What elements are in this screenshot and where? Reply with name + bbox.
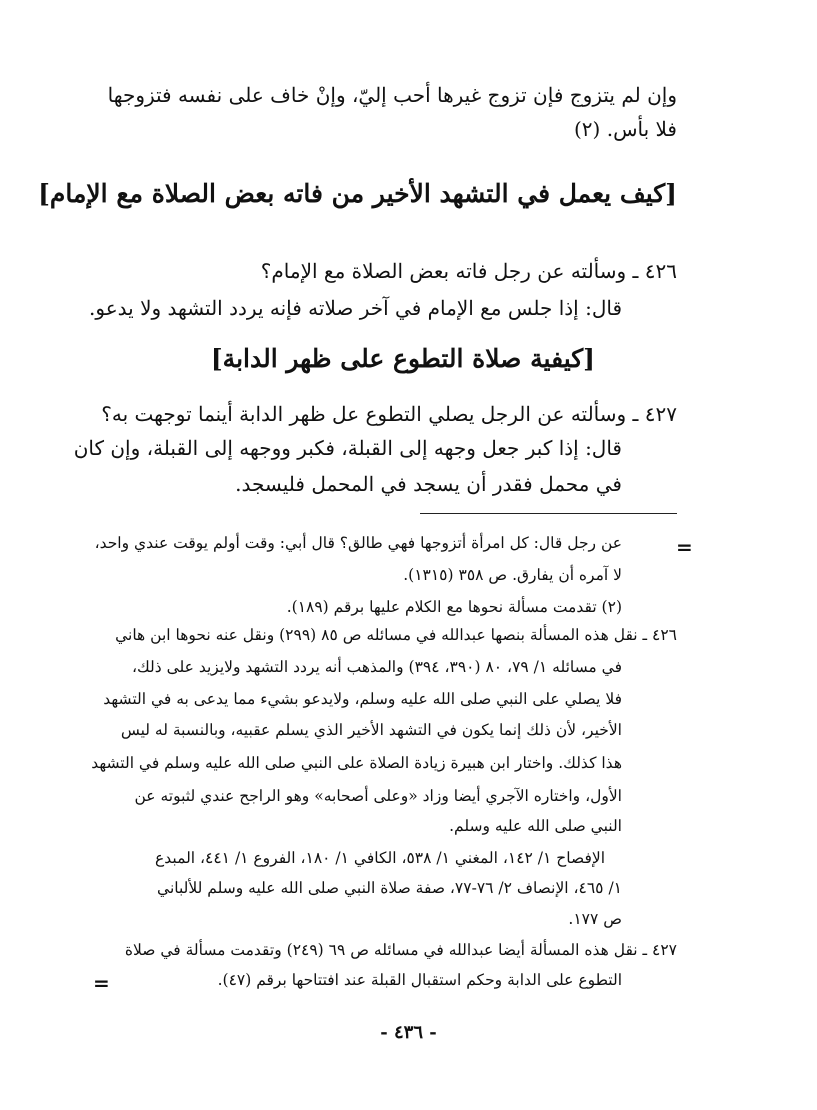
answer-426: قال: إذا جلس مع الإمام في آخر صلاته فإنه يردد التشهد ولا يدعو. (89, 296, 622, 320)
body-line: فلا بأس. (٢) (573, 117, 677, 141)
footnote-line: فلا يصلي على النبي صلى الله عليه وسلم، ولايدعو بشيء مما يدعى به في التشهد (103, 690, 622, 708)
answer-427: قال: إذا كبر جعل وجهه إلى القبلة، فكبر ووجهه إلى القبلة، وإن كان (73, 436, 622, 460)
footnote-references: ١/ ٤٦٥، الإنصاف ٢/ ٧٦-٧٧، صفة صلاة النبي صلى الله عليه وسلم للألباني (157, 879, 622, 897)
section-heading: [كيف يعمل في التشهد الأخير من فاته بعض الصلاة مع الإمام] (38, 179, 677, 208)
footnote-line: النبي صلى الله عليه وسلم. (449, 817, 622, 835)
footnote-references: الإفصاح ١/ ١٤٢، المغني ١/ ٥٣٨، الكافي ١/ ١٨٠، الفروع ١/ ٤٤١، المبدع (155, 849, 605, 867)
section-heading: [كيفية صلاة التطوع على ظهر الدابة] (210, 344, 595, 373)
question-427: ٤٢٧ ـ وسألته عن الرجل يصلي التطوع عل ظهر الدابة أينما توجهت به؟ (101, 402, 677, 426)
footnote-separator (420, 513, 677, 514)
continuation-mark: = (676, 535, 693, 559)
footnote-line: التطوع على الدابة وحكم استقبال القبلة عند افتتاحها برقم (٤٧). (217, 971, 622, 989)
footnote-line: عن رجل قال: كل امرأة أتزوجها فهي طالق؟ قال أبي: وقت أولم يوقت عندي واحد، (94, 534, 622, 552)
footnote-line: لا آمره أن يفارق. ص ٣٥٨ (١٣١٥). (403, 566, 622, 584)
body-line: وإن لم يتزوج فإن تزوج غيرها أحب إليّ، وإنْ خاف على نفسه فتزوجها (107, 83, 677, 107)
footnote-426: ٤٢٦ ـ نقل هذه المسألة بنصها عبدالله في مسائله ص ٨٥ (٢٩٩) ونقل عنه نحوها ابن هاني (115, 626, 677, 644)
footnote-line: هذا كذلك. واختار ابن هبيرة زيادة الصلاة على النبي صلى الله عليه وسلم في التشهد (91, 754, 622, 772)
footnote-line: الأول، واختاره الآجري أيضا وزاد «وعلى أصحابه» وهو الراجح عندي لثبوته عن (134, 787, 622, 805)
question-426: ٤٢٦ ـ وسألته عن رجل فاته بعض الصلاة مع الإمام؟ (260, 259, 677, 283)
footnote-references: ص ١٧٧. (568, 910, 622, 928)
answer-427: في محمل فقدر أن يسجد في المحمل فليسجد. (235, 472, 622, 496)
footnote-427: ٤٢٧ ـ نقل هذه المسألة أيضا عبدالله في مسائله ص ٦٩ (٢٤٩) وتقدمت مسألة في صلاة (124, 941, 677, 959)
footnote-2: (٢) تقدمت مسألة نحوها مع الكلام عليها برقم (١٨٩). (286, 598, 622, 616)
footnote-line: الأخير، لأن ذلك إنما يكون في التشهد الأخير الذي يسلم عقبيه، وبالنسبة له ليس (120, 721, 622, 739)
continuation-mark: = (93, 971, 110, 995)
footnote-line: في مسائله ١/ ٧٩، ٨٠ (٣٩٠، ٣٩٤) والمذهب أنه يردد التشهد ولايزيد على ذلك، (131, 658, 622, 676)
page-number: - ٤٣٦ - (380, 1022, 437, 1043)
